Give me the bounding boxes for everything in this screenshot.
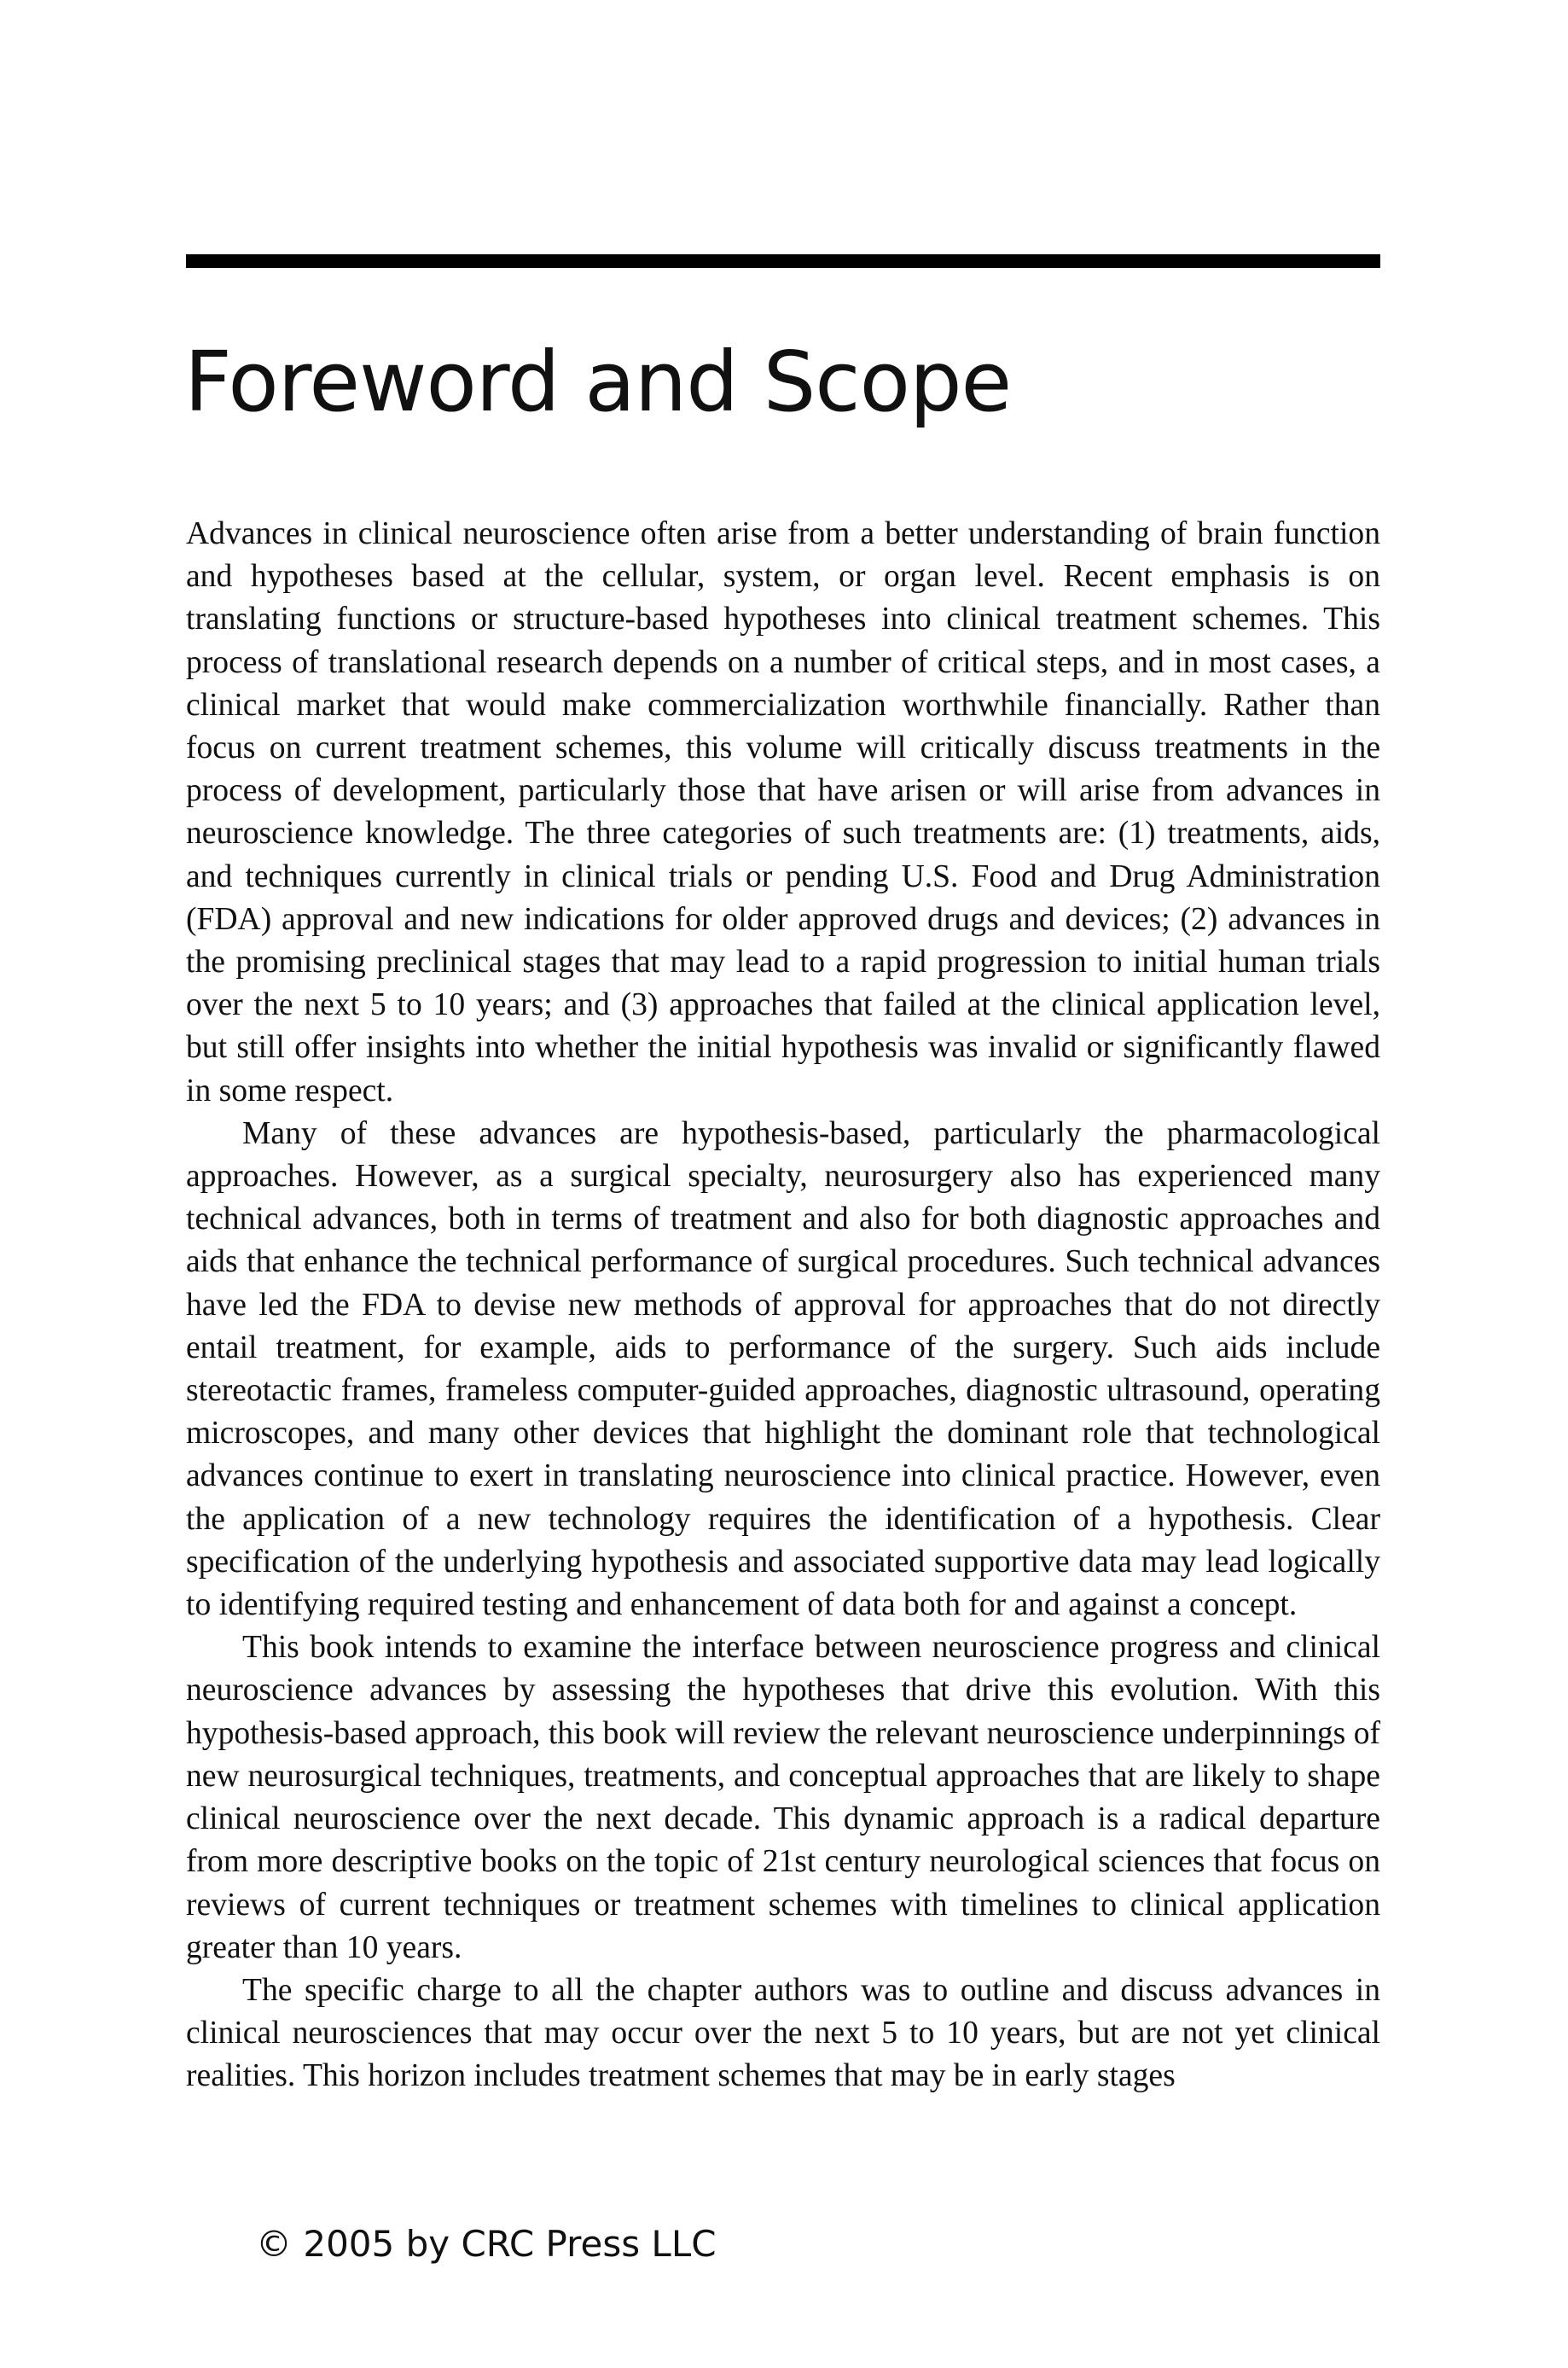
copyright-footer: © 2005 by CRC Press LLC (256, 2223, 717, 2265)
paragraph-3: This book intends to examine the interface between neuroscience progress and clinical neuroscience advances by assessing the hypotheses that drive this evolution. With this hypothesis-based approach, this book will review the relevant neuroscience underpinnings of new neurosurgical techniques, treatments, and conceptual approaches that are likely to shape clinical neuroscience over the next decade. This dynamic approach is a radical departure from more descriptive books on the topic of 21st century neurological sciences that focus on reviews of current techniques or treatment schemes with timelines to clinical application greater than 10 years. (186, 1630, 1380, 1965)
paragraph-4: The specific charge to all the chapter authors was to outline and discuss advances in clinical neurosciences that may occur over the next 5 to 10 years, but are not yet clinical realities. This horizon includes treatment schemes that may be in early stages (186, 1972, 1380, 2094)
body-text (186, 513, 1380, 2098)
paragraph-2: Many of these advances are hypothesis-based, particularly the pharmacological approaches. However, as a surgical specialty, neurosurgery also has experienced many technical advances, both in terms of treatment and also for both diagnostic approaches and aids that enhance the technical performance of surgical procedures. Such technical advances have led the FDA to devise new methods of approval for approaches that do not directly entail treatment, for example, aids to performance of the surgery. Such aids include stereotactic frames, frameless computer-guided approaches, diagnostic ultrasound, operating microscopes, and many other devices that highlight the dominant role that technological advances continue to exert in translating neuroscience into clinical practice. However, even the application of a new technology requires the identification of a hypothesis. Clear specification of the underlying hypothesis and associated supportive data may lead logically to identifying required testing and enhancement of data both for and against a concept. (186, 1115, 1380, 1623)
chapter-title: Foreword and Scope (184, 334, 1012, 430)
chapter-top-rule (186, 254, 1380, 268)
paragraph-1: Advances in clinical neuroscience often arise from a better understanding of brain function and hypotheses based at the cellular, system, or organ level. Recent emphasis is on translating functions or structure-based hypotheses into clinical treatment schemes. This process of translational research depends on a number of critical steps, and in most cases, a clinical market that would make commercialization worthwhile financially. Rather than focus on current treatment schemes, this volume will critically discuss treatments in the process of development, particularly those that have arisen or will arise from advances in neuroscience knowledge. The three categories of such treatments are: (1) treatments, aids, and techniques currently in clinical trials or pending U.S. Food and Drug Administration (FDA) approval and new indications for older approved drugs and devices; (2) advances in the promising preclinical stages that may lead to a rapid progression to initial human trials over the next 5 to 10 years; and (3) approaches that failed at the clinical application level, but still offer insights into whether the initial hypothesis was invalid or significantly flawed in some respect. (186, 516, 1380, 1108)
